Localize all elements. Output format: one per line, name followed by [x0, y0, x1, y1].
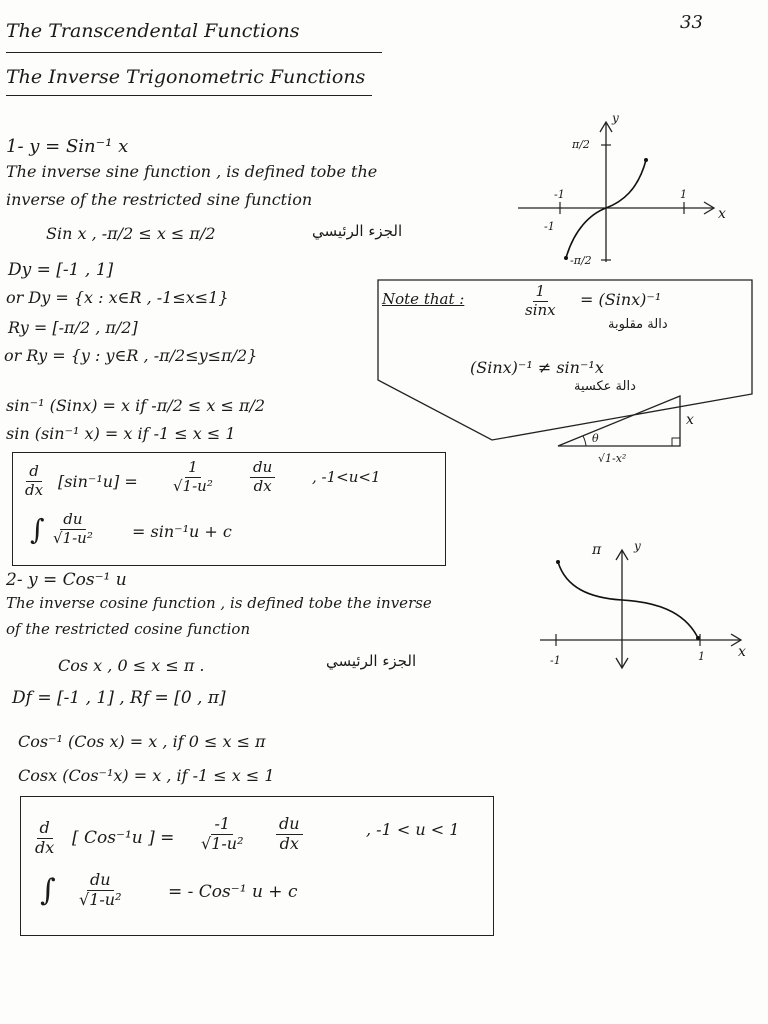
arcsine-pos-one-x-label: 1 — [680, 188, 687, 201]
triangle-angle-label: θ — [592, 432, 599, 445]
arcsine-y-label: y — [612, 111, 619, 125]
note-label: Note that : — [382, 290, 465, 308]
cosine-identity-1: Cos⁻¹ (Cos x) = x , if 0 ≤ x ≤ π — [18, 732, 266, 751]
sine-description-line2: inverse of the restricted sine function — [6, 190, 313, 209]
note-reciprocal-rhs: = (Sinx)⁻¹ — [580, 290, 662, 309]
integral-sign-icon: ∫ — [30, 513, 45, 546]
cosine-integral-rhs: = - Cos⁻¹ u + c — [168, 882, 298, 902]
sine-restriction: Sin x , -π/2 ≤ x ≤ π/2 — [46, 224, 216, 243]
sine-item-heading: 1- y = Sin⁻¹ x — [6, 136, 129, 157]
sine-integral-fraction: $\frac{du}{\text{√1-u²}}$ — [53, 510, 93, 547]
arcsine-bottom-tick-label: -π/2 — [570, 254, 592, 267]
arcsine-x-label: x — [718, 206, 726, 222]
arcsine-top-tick-label: π/2 — [572, 138, 590, 151]
page-title: The Transcendental Functions — [6, 20, 300, 42]
arccosine-pos-one-x-label: 1 — [698, 650, 705, 663]
cosine-item-heading: 2- y = Cos⁻¹ u — [6, 570, 127, 590]
cosine-derivative-condition: , -1 < u < 1 — [366, 820, 460, 839]
arcsine-neg-one-x-label: -1 — [554, 188, 565, 201]
note-reciprocal-arabic: دالة مقلوبة — [608, 317, 668, 332]
cosine-restriction-arabic: الجزء الرئيسي — [326, 652, 417, 670]
triangle-opposite-label: x — [686, 412, 694, 428]
cosine-derivative-box — [20, 796, 494, 936]
cosine-du-dx: $\frac{du}{dx}$ — [276, 816, 303, 853]
sine-domain-set: or Dy = {x : x∈R , -1≤x≤1} — [6, 288, 229, 307]
arccosine-graph — [530, 540, 750, 670]
note-inverse-arabic: دالة عكسية — [574, 379, 636, 394]
cosine-identity-2: Cosx (Cos⁻¹x) = x , if -1 ≤ x ≤ 1 — [18, 766, 275, 785]
integral-sign-icon: ∫ — [40, 873, 56, 908]
cosine-derivative-lhs: [ Cos⁻¹u ] = — [72, 828, 175, 848]
cosine-domain-range: Df = [-1 , 1] , Rf = [0 , π] — [12, 688, 226, 708]
arcsine-neg-one-y-label: -1 — [544, 220, 555, 233]
arcsine-graph — [508, 112, 728, 272]
sine-d-dx: $\frac{d}{dx}$ — [25, 462, 44, 499]
sine-derivative-lhs: [sin⁻¹u] = — [58, 472, 138, 491]
sine-range: Ry = [-π/2 , π/2] — [8, 318, 138, 337]
note-reciprocal-fraction: $\frac{1}{\sin x}$ — [525, 282, 556, 319]
sine-domain: Dy = [-1 , 1] — [8, 260, 114, 280]
arccosine-curve — [558, 562, 698, 638]
cosine-restriction: Cos x , 0 ≤ x ≤ π . — [58, 656, 205, 675]
title-underline — [6, 52, 382, 53]
page-number: 33 — [680, 12, 703, 33]
arccosine-top-tick-label: π — [592, 542, 602, 558]
triangle-base-label: √1-x² — [598, 452, 627, 465]
sine-derivative-box — [12, 452, 446, 566]
sine-integral-rhs: = sin⁻¹u + c — [132, 522, 232, 541]
sine-derivative-condition: , -1<u<1 — [312, 468, 381, 486]
sine-range-set: or Ry = {y : y∈R , -π/2≤y≤π/2} — [4, 346, 258, 365]
cosine-integral-fraction: $\frac{du}{\text{√1-u²}}$ — [79, 870, 122, 909]
sine-identity-1: sin⁻¹ (Sinx) = x if -π/2 ≤ x ≤ π/2 — [6, 396, 266, 415]
arccosine-x-label: x — [738, 644, 746, 660]
sine-du-dx: $\frac{du}{dx}$ — [250, 460, 275, 495]
right-triangle — [558, 396, 680, 446]
right-triangle-diagram — [552, 390, 732, 465]
note-inequality: (Sinx)⁻¹ ≠ sin⁻¹x — [470, 358, 604, 377]
sine-identity-2: sin (sin⁻¹ x) = x if -1 ≤ x ≤ 1 — [6, 424, 236, 443]
sine-derivative-fraction: $\frac{1}{\text{√1-u²}}$ — [173, 458, 213, 495]
arccosine-y-label: y — [634, 539, 641, 553]
subtitle-underline — [6, 95, 372, 96]
page-subtitle: The Inverse Trigonometric Functions — [6, 66, 366, 88]
cosine-d-dx: $\frac{d}{dx}$ — [35, 818, 55, 857]
sine-description-line1: The inverse sine function , is defined tobe the — [6, 162, 378, 181]
cosine-description-line2: of the restricted cosine function — [6, 620, 251, 638]
arccosine-neg-one-x-label: -1 — [550, 654, 561, 667]
cosine-description-line1: The inverse cosine function , is defined tobe the inverse — [6, 594, 432, 612]
sine-restriction-arabic: الجزء الرئيسي — [312, 222, 403, 240]
cosine-derivative-fraction: $\frac{-1}{\text{√1-u²}}$ — [201, 814, 244, 853]
